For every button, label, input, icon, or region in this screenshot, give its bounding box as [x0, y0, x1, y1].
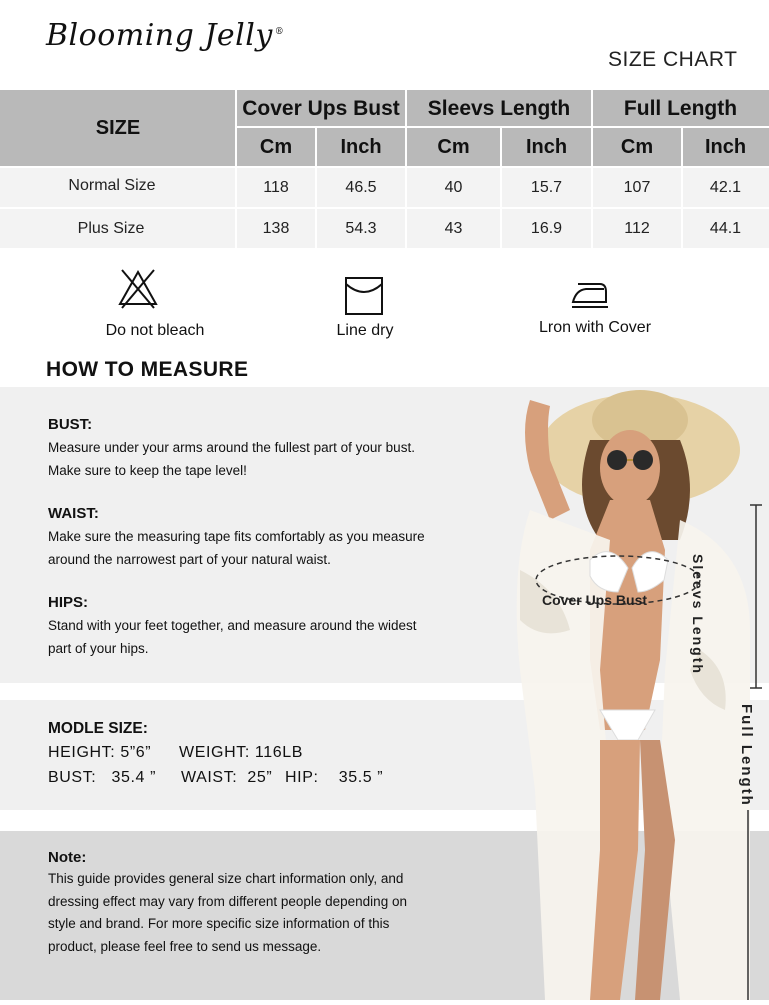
iron-icon: [570, 276, 610, 310]
hips-section: [48, 594, 468, 660]
section-line: part of your hips.: [48, 640, 149, 656]
section-heading: WAIST:: [48, 505, 99, 522]
table-divider: [681, 127, 683, 248]
page-title: SIZE CHART: [608, 48, 738, 71]
note-line: dressing effect may vary from different people depending on: [48, 893, 407, 909]
row-label-plus: Plus Size: [0, 209, 236, 248]
table-cell: 16.9: [501, 209, 592, 248]
model-waist: WAIST: 25”: [181, 769, 273, 786]
unit-header: Inch: [316, 128, 406, 166]
table-cell: 54.3: [316, 209, 406, 248]
brand-logo: [46, 18, 284, 53]
unit-header: Inch: [501, 128, 592, 166]
no-bleach-icon: [116, 266, 160, 310]
note-heading: Note:: [48, 849, 87, 866]
care-label-line-dry: Line dry: [336, 322, 394, 339]
model-figure: [450, 370, 769, 1000]
bust-section: [48, 416, 468, 482]
section-line: Stand with your feet together, and measure around the widest: [48, 618, 417, 633]
table-cell: 118: [236, 168, 316, 207]
row-label-normal: Normal Size: [0, 168, 236, 207]
note-line: style and brand. For more specific size information of this: [48, 916, 390, 931]
table-cell: 40: [406, 168, 501, 207]
table-divider: [0, 207, 769, 209]
bust-label: Cover Ups Bust: [542, 592, 648, 608]
sleeve-length-label: Sleevs Length: [690, 554, 706, 675]
care-label-no-bleach: Do not bleach: [105, 322, 205, 339]
care-item-no-bleach: [80, 262, 230, 342]
table-divider: [405, 90, 407, 248]
section-line: around the narrowest part of your natural waist.: [48, 551, 331, 567]
table-cell: 44.1: [682, 209, 769, 248]
registered-mark: ®: [274, 27, 285, 37]
section-line: Measure under your arms around the fullest part of your bust.: [48, 440, 415, 455]
table-cell: 43: [406, 209, 501, 248]
table-divider: [235, 90, 237, 248]
care-label-iron: Lron with Cover: [538, 319, 652, 336]
care-item-line-dry: [300, 262, 430, 342]
table-divider: [591, 90, 593, 248]
table-cell: 112: [592, 209, 682, 248]
line-dry-icon: [344, 276, 384, 316]
note-line: product, please feel free to send us message.: [48, 938, 322, 954]
model-hip: HIP: 35.5 ”: [285, 769, 384, 786]
model-height: HEIGHT: 5”6”: [48, 744, 152, 761]
table-cell: 138: [236, 209, 316, 248]
unit-header: Cm: [406, 128, 501, 166]
group-header-full: Full Length: [592, 90, 769, 127]
model-bust: BUST: 35.4 ”: [48, 769, 156, 786]
care-item-iron: [520, 262, 670, 342]
table-divider: [236, 126, 769, 128]
group-header-bust: Cover Ups Bust: [236, 90, 406, 127]
unit-header: Cm: [592, 128, 682, 166]
note-section: [48, 849, 448, 958]
section-line: Make sure to keep the tape level!: [48, 462, 247, 478]
group-header-sleeve: Sleevs Length: [406, 90, 592, 127]
table-cell: 15.7: [501, 168, 592, 207]
model-photo: [450, 370, 769, 1000]
size-table: [0, 90, 769, 250]
full-length-label: Full Length: [738, 704, 755, 807]
table-cell: 42.1: [682, 168, 769, 207]
section-line: Make sure the measuring tape fits comfortably as you measure: [48, 529, 425, 544]
section-heading: HIPS:: [48, 594, 89, 611]
table-cell: 46.5: [316, 168, 406, 207]
unit-header: Cm: [236, 128, 316, 166]
model-size-heading: MODLE SIZE:: [48, 720, 148, 737]
table-cell: 107: [592, 168, 682, 207]
size-header: SIZE: [0, 90, 236, 166]
how-to-measure-title: HOW TO MEASURE: [46, 358, 249, 381]
table-divider: [500, 127, 502, 248]
brand-logo-text: Blooming Jelly: [46, 18, 273, 53]
table-divider: [315, 127, 317, 248]
section-heading: BUST:: [48, 416, 93, 433]
model-weight: WEIGHT: 116LB: [179, 744, 303, 761]
unit-header: Inch: [682, 128, 769, 166]
note-line: This guide provides general size chart information only, and: [48, 871, 404, 886]
waist-section: [48, 505, 468, 571]
